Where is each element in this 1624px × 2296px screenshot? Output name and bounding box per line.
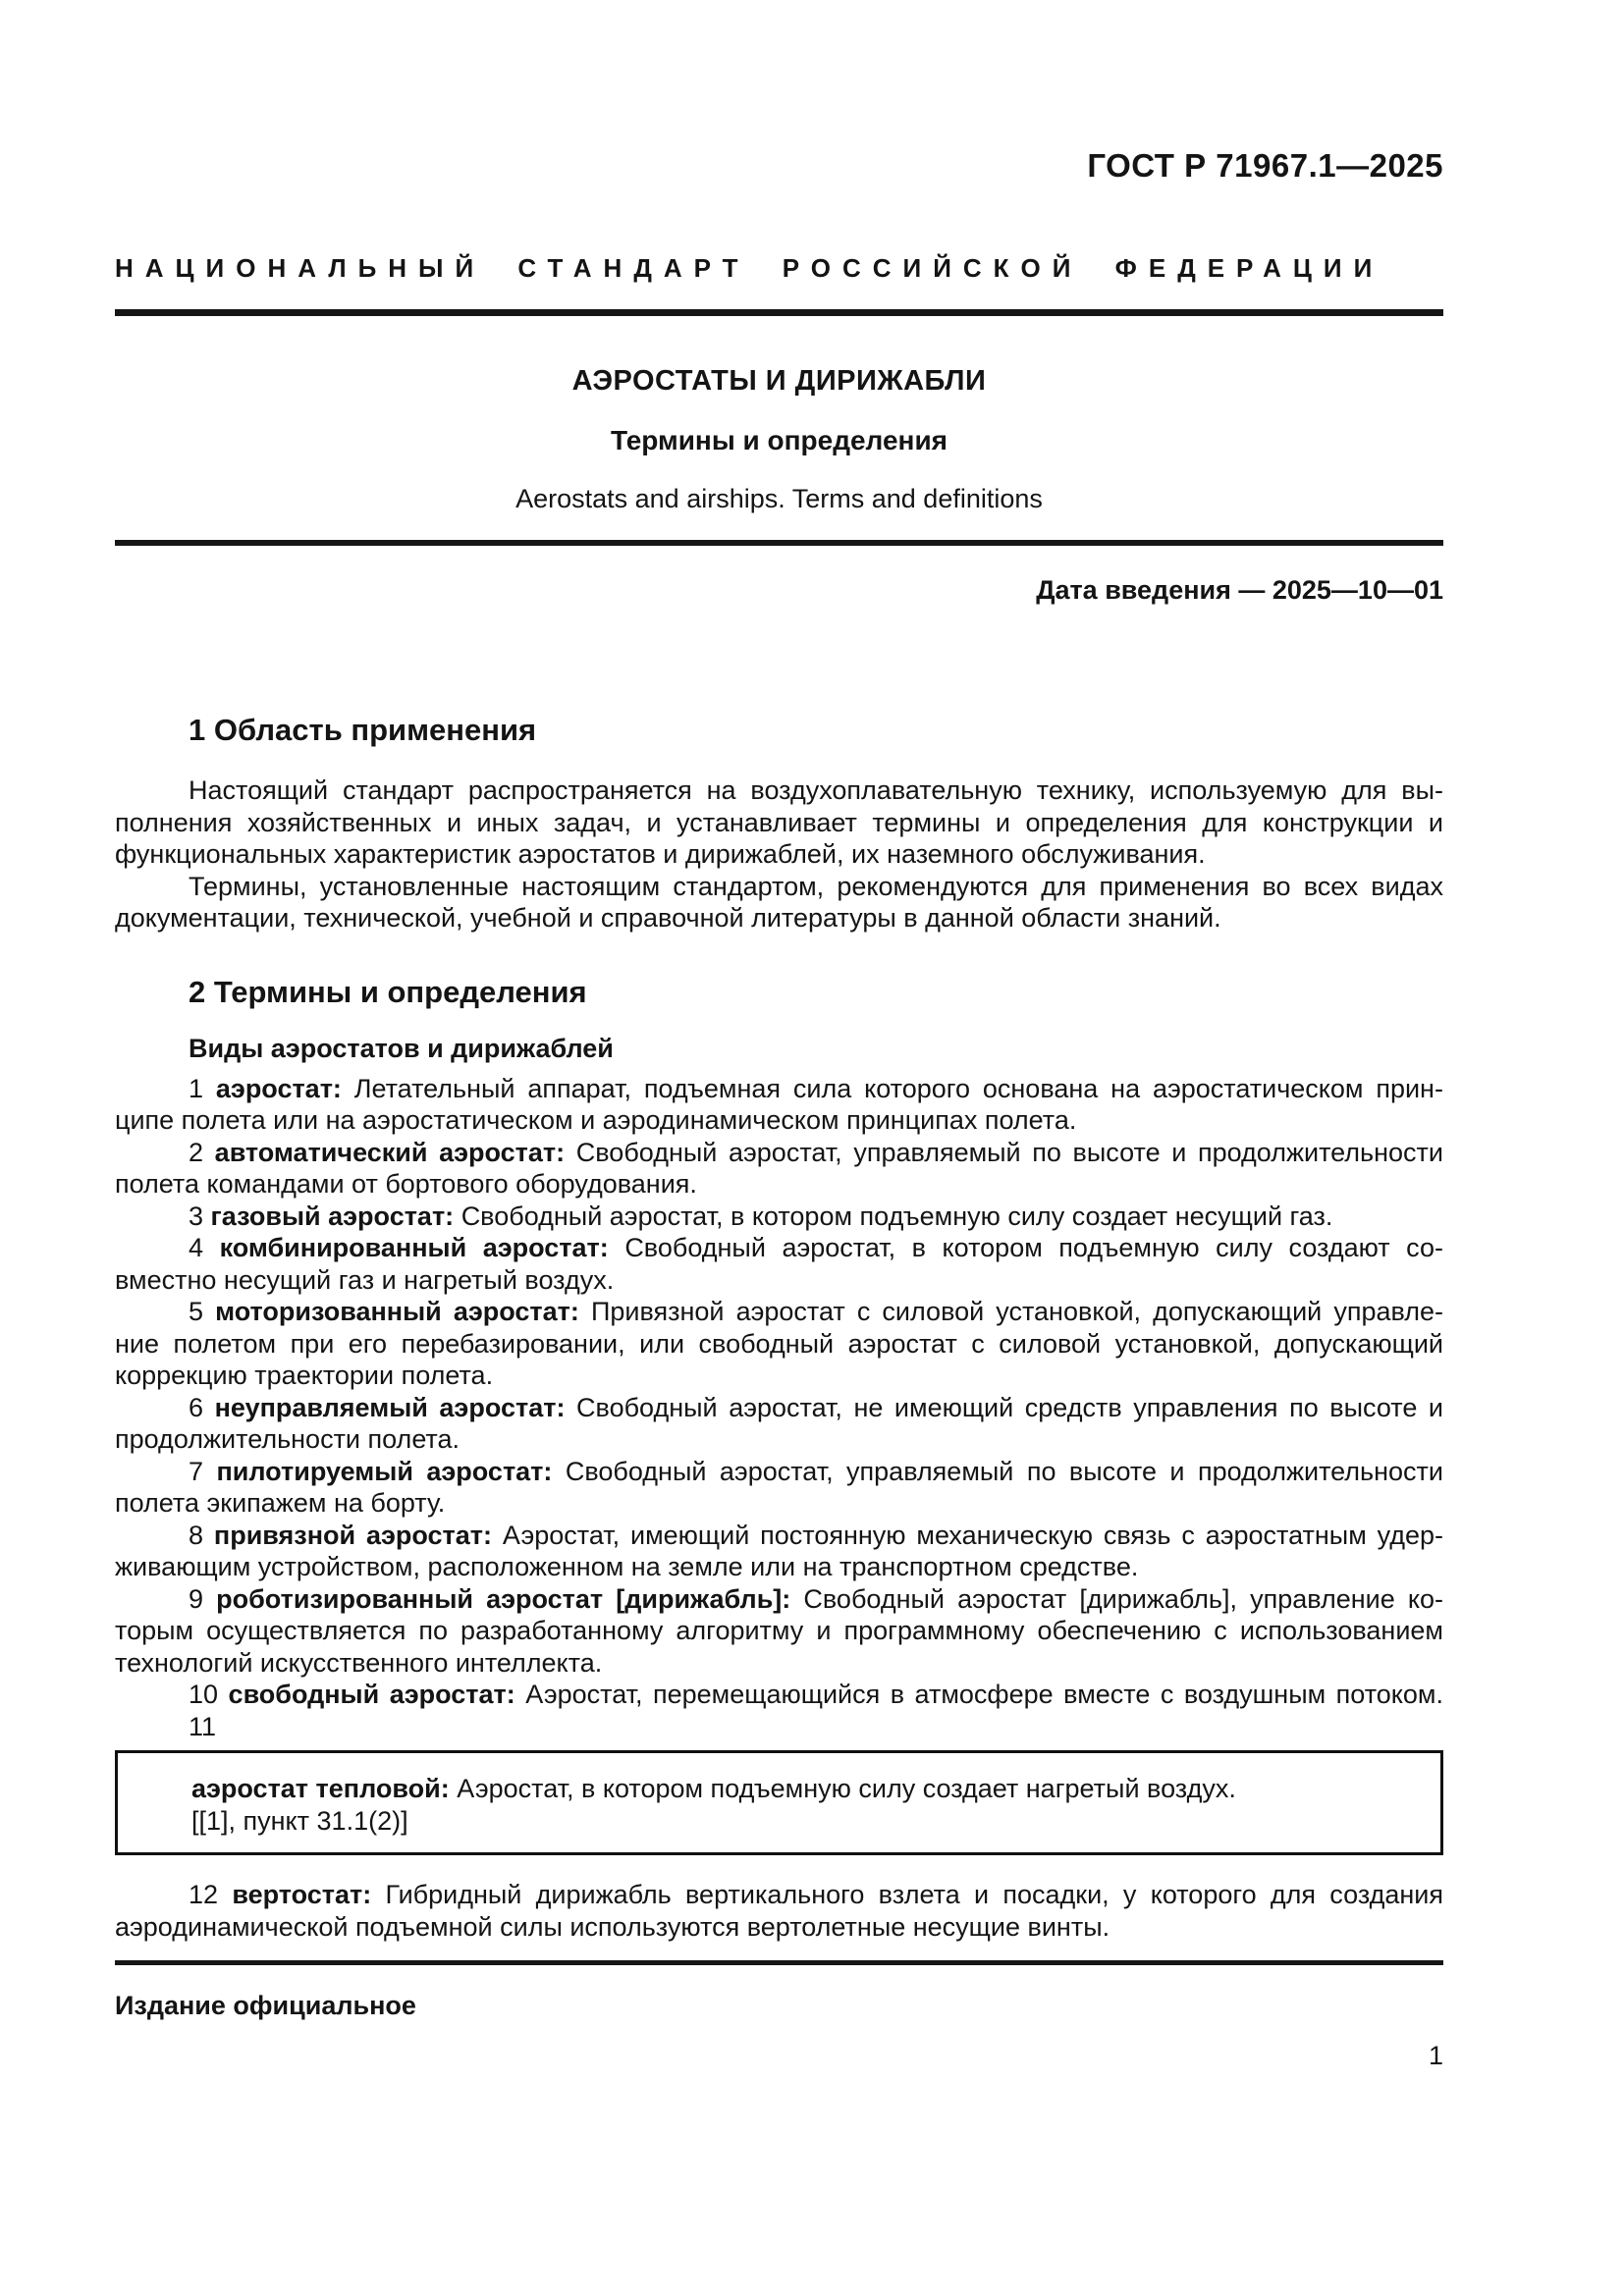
section1-heading: 1 Область применения xyxy=(189,713,537,747)
text-line xyxy=(115,1232,1443,1264)
term-number: 10 xyxy=(189,1680,219,1709)
term-entry xyxy=(115,1232,1443,1296)
text-line xyxy=(115,1456,1443,1488)
text-line: полнения хозяйственных и иных задач, и устанавливает термины и определения для конструкции и xyxy=(115,807,1443,837)
text-line: ципе полета или на аэростатическом и аэродинамическом принципах полета. xyxy=(115,1105,1077,1135)
term-name: аэростат: xyxy=(215,1073,342,1103)
title-ru-sub: Термины и определения xyxy=(610,425,948,455)
text-line: коррекцию траектории полета. xyxy=(115,1361,494,1390)
term-definition-line: Аэростат, перемещающийся в атмосфере вместе с воздушным потоком. xyxy=(525,1680,1443,1709)
term-definition-line: Свободный аэростат, не имеющий средств управления по высоте и xyxy=(576,1392,1443,1422)
edition-note: Издание официальное xyxy=(115,1991,416,2020)
term-name: пилотируемый аэростат: xyxy=(216,1456,553,1486)
divider-footer xyxy=(115,1960,1443,1965)
text-line: полета экипажем на борту. xyxy=(115,1488,446,1518)
standard-banner: НАЦИОНАЛЬНЫЙ СТАНДАРТ РОССИЙСКОЙ ФЕДЕРАЦИИ xyxy=(115,253,1384,283)
source-reference: [[1], пункт 31.1(2)] xyxy=(191,1805,408,1836)
text-line xyxy=(115,1201,1443,1233)
term-definition-line: Свободный аэростат, управляемый по высоте и продолжительности xyxy=(565,1456,1443,1486)
text-line xyxy=(115,1583,1443,1616)
term-definition-line: Привязной аэростат с силовой установкой, допускающий управле- xyxy=(590,1297,1443,1326)
term11-number-line: 11 xyxy=(189,1711,217,1741)
term-entry xyxy=(115,1392,1443,1456)
text-line: вместно несущий газ и нагретый воздух. xyxy=(115,1264,615,1295)
term-name: комбинированный аэростат: xyxy=(219,1233,609,1262)
section2-subheading: Виды аэростатов и дирижаблей xyxy=(189,1033,614,1063)
terms-list xyxy=(115,1073,1443,1944)
term-name: газовый аэростат: xyxy=(210,1201,455,1231)
term-number: 9 xyxy=(189,1583,204,1614)
term-definition-line: Летательный аппарат, подъемная сила которого основана на аэростатическом прин- xyxy=(353,1073,1443,1103)
section2-heading: 2 Термины и определения xyxy=(189,974,587,1009)
text-line: функциональных характеристик аэростатов и дирижаблей, их наземного обслуживания. xyxy=(115,839,1206,869)
text-line xyxy=(115,1073,1443,1105)
term-number: 1 xyxy=(189,1073,204,1103)
term-entry xyxy=(115,1137,1443,1201)
text-line: торым осуществляется по разработанному алгоритму и программному обеспечению с использованием xyxy=(115,1616,1443,1645)
term-definition-line: Гибридный дирижабль вертикального взлета и посадки, у которого для создания xyxy=(385,1880,1443,1909)
term-entry xyxy=(115,1679,1443,1711)
title-en: Aerostats and airships. Terms and definitions xyxy=(515,484,1043,513)
term-name: неуправляемый аэростат: xyxy=(214,1392,566,1422)
section1-paragraph-2 xyxy=(115,871,1443,934)
term-name: моторизованный аэростат: xyxy=(215,1297,579,1326)
text-line xyxy=(115,1296,1443,1328)
term-number: 7 xyxy=(189,1456,204,1486)
title-ru-main: АЭРОСТАТЫ И ДИРИЖАБЛИ xyxy=(571,365,987,397)
term-number: 2 xyxy=(189,1137,204,1167)
term-definition-line: Свободный аэростат, управляемый по высоте и продолжительности xyxy=(575,1137,1443,1167)
term-number: 8 xyxy=(189,1520,204,1550)
effective-date: Дата введения — 2025—10—01 xyxy=(1036,575,1443,605)
divider-top xyxy=(115,309,1443,316)
term-definition-line: Свободный аэростат, в котором подъемную силу создает несущий газ. xyxy=(460,1201,1333,1231)
page-number: 1 xyxy=(1428,2041,1443,2070)
term-number: 3 xyxy=(189,1201,204,1231)
text-line: ние полетом при его перебазировании, или свободный аэростат с силовой установкой, допускающий xyxy=(115,1328,1443,1359)
term-definition-line: Свободный аэростат [дирижабль], управление ко- xyxy=(803,1583,1443,1614)
text-line: полета командами от бортового оборудования. xyxy=(115,1169,697,1199)
term-number: 12 xyxy=(189,1880,219,1909)
section1-paragraph-1 xyxy=(115,774,1443,871)
term-name: вертостат: xyxy=(232,1880,372,1909)
term-definition-line: Свободный аэростат, в котором подъемную силу создают со- xyxy=(624,1233,1443,1262)
boxed-term-note xyxy=(115,1750,1443,1855)
text-line xyxy=(118,1773,1421,1805)
text-line xyxy=(115,1137,1443,1169)
text-line xyxy=(115,1879,1443,1911)
text-line: технологий искусственного интеллекта. xyxy=(115,1647,603,1678)
term-number: 5 xyxy=(189,1297,204,1326)
term-entry xyxy=(115,1583,1443,1680)
term-definition-line: Аэростат, имеющий постоянную механическую связь с аэростатным удер- xyxy=(502,1520,1443,1550)
term-entry xyxy=(115,1073,1443,1137)
doc-number: ГОСТ Р 71967.1—2025 xyxy=(1087,147,1443,184)
term-entry xyxy=(115,1456,1443,1520)
term-name: автоматический аэростат: xyxy=(214,1137,566,1167)
term-number: 4 xyxy=(189,1233,204,1262)
text-line: аэродинамической подъемной силы используются вертолетные несущие винты. xyxy=(115,1911,1110,1942)
text-line xyxy=(115,1679,1443,1711)
term-entry xyxy=(115,1296,1443,1392)
text-line: Термины, установленные настоящим стандартом, рекомендуются для применения во всех видах xyxy=(189,871,1443,901)
term-entry xyxy=(115,1201,1443,1233)
term-name: аэростат тепловой: xyxy=(191,1774,450,1803)
text-line xyxy=(115,1520,1443,1552)
term-definition-line: Аэростат, в котором подъемную силу создает нагретый воздух. xyxy=(457,1774,1236,1803)
text-line: продолжительности полета. xyxy=(115,1424,460,1454)
text-line: документации, технической, учебной и справочной литературы в данной области знаний. xyxy=(115,903,1221,933)
text-line: живающим устройством, расположенном на земле или на транспортном средстве. xyxy=(115,1552,1139,1581)
text-line: Настоящий стандарт распространяется на воздухоплавательную технику, используемую для вы- xyxy=(189,775,1443,805)
term-name: привязной аэростат: xyxy=(213,1520,492,1550)
term-number: 6 xyxy=(189,1392,204,1422)
divider-title xyxy=(115,540,1443,546)
term-entry xyxy=(115,1520,1443,1583)
term-name: свободный аэростат: xyxy=(228,1680,515,1709)
term-entry xyxy=(115,1879,1443,1943)
term-name: роботизированный аэростат [дирижабль]: xyxy=(216,1583,791,1614)
text-line xyxy=(115,1392,1443,1424)
